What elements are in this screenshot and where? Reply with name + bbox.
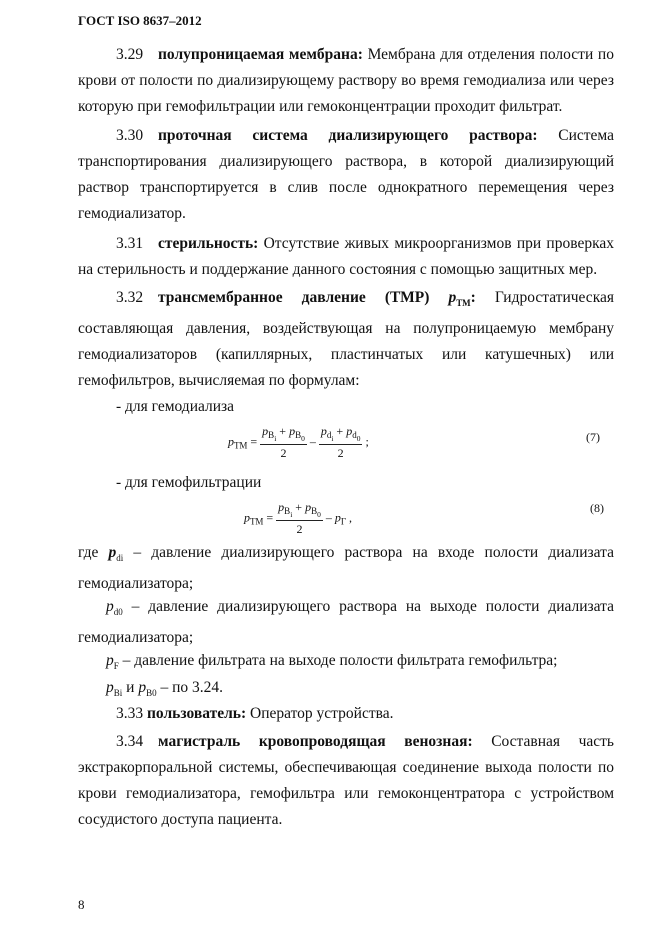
item-number: 3.32 bbox=[116, 289, 144, 306]
fraction-dialysate: $\frac{p_{d_i} + p_{d_0}}{2}$ bbox=[320, 424, 361, 461]
formula-7: $p_{ТМ}$ = $\frac{p_{B_i} + p_{B_0}}{2}$ – $\frac{p_{d_i} + p_{d_0}}{2}$ ; bbox=[228, 424, 369, 461]
formula-8: $p_{ТМ}$ = $\frac{p_{B_i} + p_{B_0}}{2}$ – $p_Г$ , bbox=[244, 500, 353, 537]
document-header: ГОСТ ISO 8637–2012 bbox=[78, 13, 202, 28]
item-3-33 bbox=[116, 701, 393, 727]
term: трансмембранное давление (ТМР) $p_{ТМ}$: bbox=[158, 289, 476, 309]
item-3-30 bbox=[78, 123, 614, 227]
page-number: 8 bbox=[78, 897, 85, 912]
definition-p-b: $p_{Bi}$ и $p_{B0}$ – по 3.24. bbox=[106, 679, 223, 699]
item-number: 3.29 bbox=[116, 46, 144, 63]
term: стерильность: bbox=[158, 235, 259, 252]
definition: Гидростатическая составляющая давления, воздействующая на полупроницаемую мембрану гемодиализаторов (капиллярных, пластинчатых или катушечных) или гемофильтров, вычисляемая по формулам: bbox=[78, 289, 614, 390]
term: полупроницаемая мембрана: bbox=[158, 46, 363, 63]
definition: Система транспортирования диализирующего раствора, в которой диализирующий раствор транспортируется в слив после однократного перемещения через гемодиализатор. bbox=[78, 127, 615, 222]
definition: Оператор устройства. bbox=[246, 705, 394, 722]
formula-label-filtration: - для гемофильтрации bbox=[116, 474, 262, 491]
item-number: 3.33 bbox=[116, 705, 144, 722]
term: пользователь: bbox=[147, 705, 247, 722]
item-number: 3.31 bbox=[116, 235, 144, 252]
item-number: 3.30 bbox=[116, 127, 144, 144]
definition-p-d0: $p_{d0}$ – давление диализирующего раствора на выходе полости диализата гемодиализатора; bbox=[78, 598, 614, 647]
equation-number-7: (7) bbox=[586, 430, 600, 444]
item-number: 3.34 bbox=[116, 733, 144, 750]
definition: Мембрана для отделения полости по крови от полости по диализирующему раствору во время гемодиализа или через которую при гемофильтрации или гемоконцентрации проходит фильтрат. bbox=[78, 46, 614, 115]
fraction-blood: $\frac{p_{B_i} + p_{B_0}}{2}$ bbox=[278, 500, 321, 537]
formula-label-dialysis: - для гемодиализа bbox=[116, 398, 235, 415]
definition-p-di: где $p_{di}$ – давление диализирующего раствора на входе полости диализата гемодиализатора; bbox=[78, 544, 614, 593]
definition: Отсутствие живых микроорганизмов при проверках на стерильность и поддержание данного состояния с помощью защитных мер. bbox=[78, 235, 614, 278]
item-3-34 bbox=[78, 729, 614, 833]
item-3-31 bbox=[78, 231, 614, 283]
term: проточная система диализирующего раствора: bbox=[158, 127, 538, 144]
equation-number-8: (8) bbox=[590, 501, 604, 515]
item-3-32 bbox=[78, 285, 614, 394]
definition: Составная часть экстракорпоральной системы, обеспечивающая соединение выхода полости по крови гемодиализатора, гемофильтра или гемоконцентратора с устройством сосудистого доступа пациента. bbox=[78, 733, 614, 828]
term: магистраль кровопроводящая венозная: bbox=[158, 733, 473, 750]
fraction-blood: $\frac{p_{B_i} + p_{B_0}}{2}$ bbox=[262, 424, 305, 461]
item-3-29 bbox=[78, 42, 614, 120]
definition-p-f: $p_F$ – давление фильтрата на выходе полости фильтрата гемофильтра; bbox=[106, 652, 558, 672]
